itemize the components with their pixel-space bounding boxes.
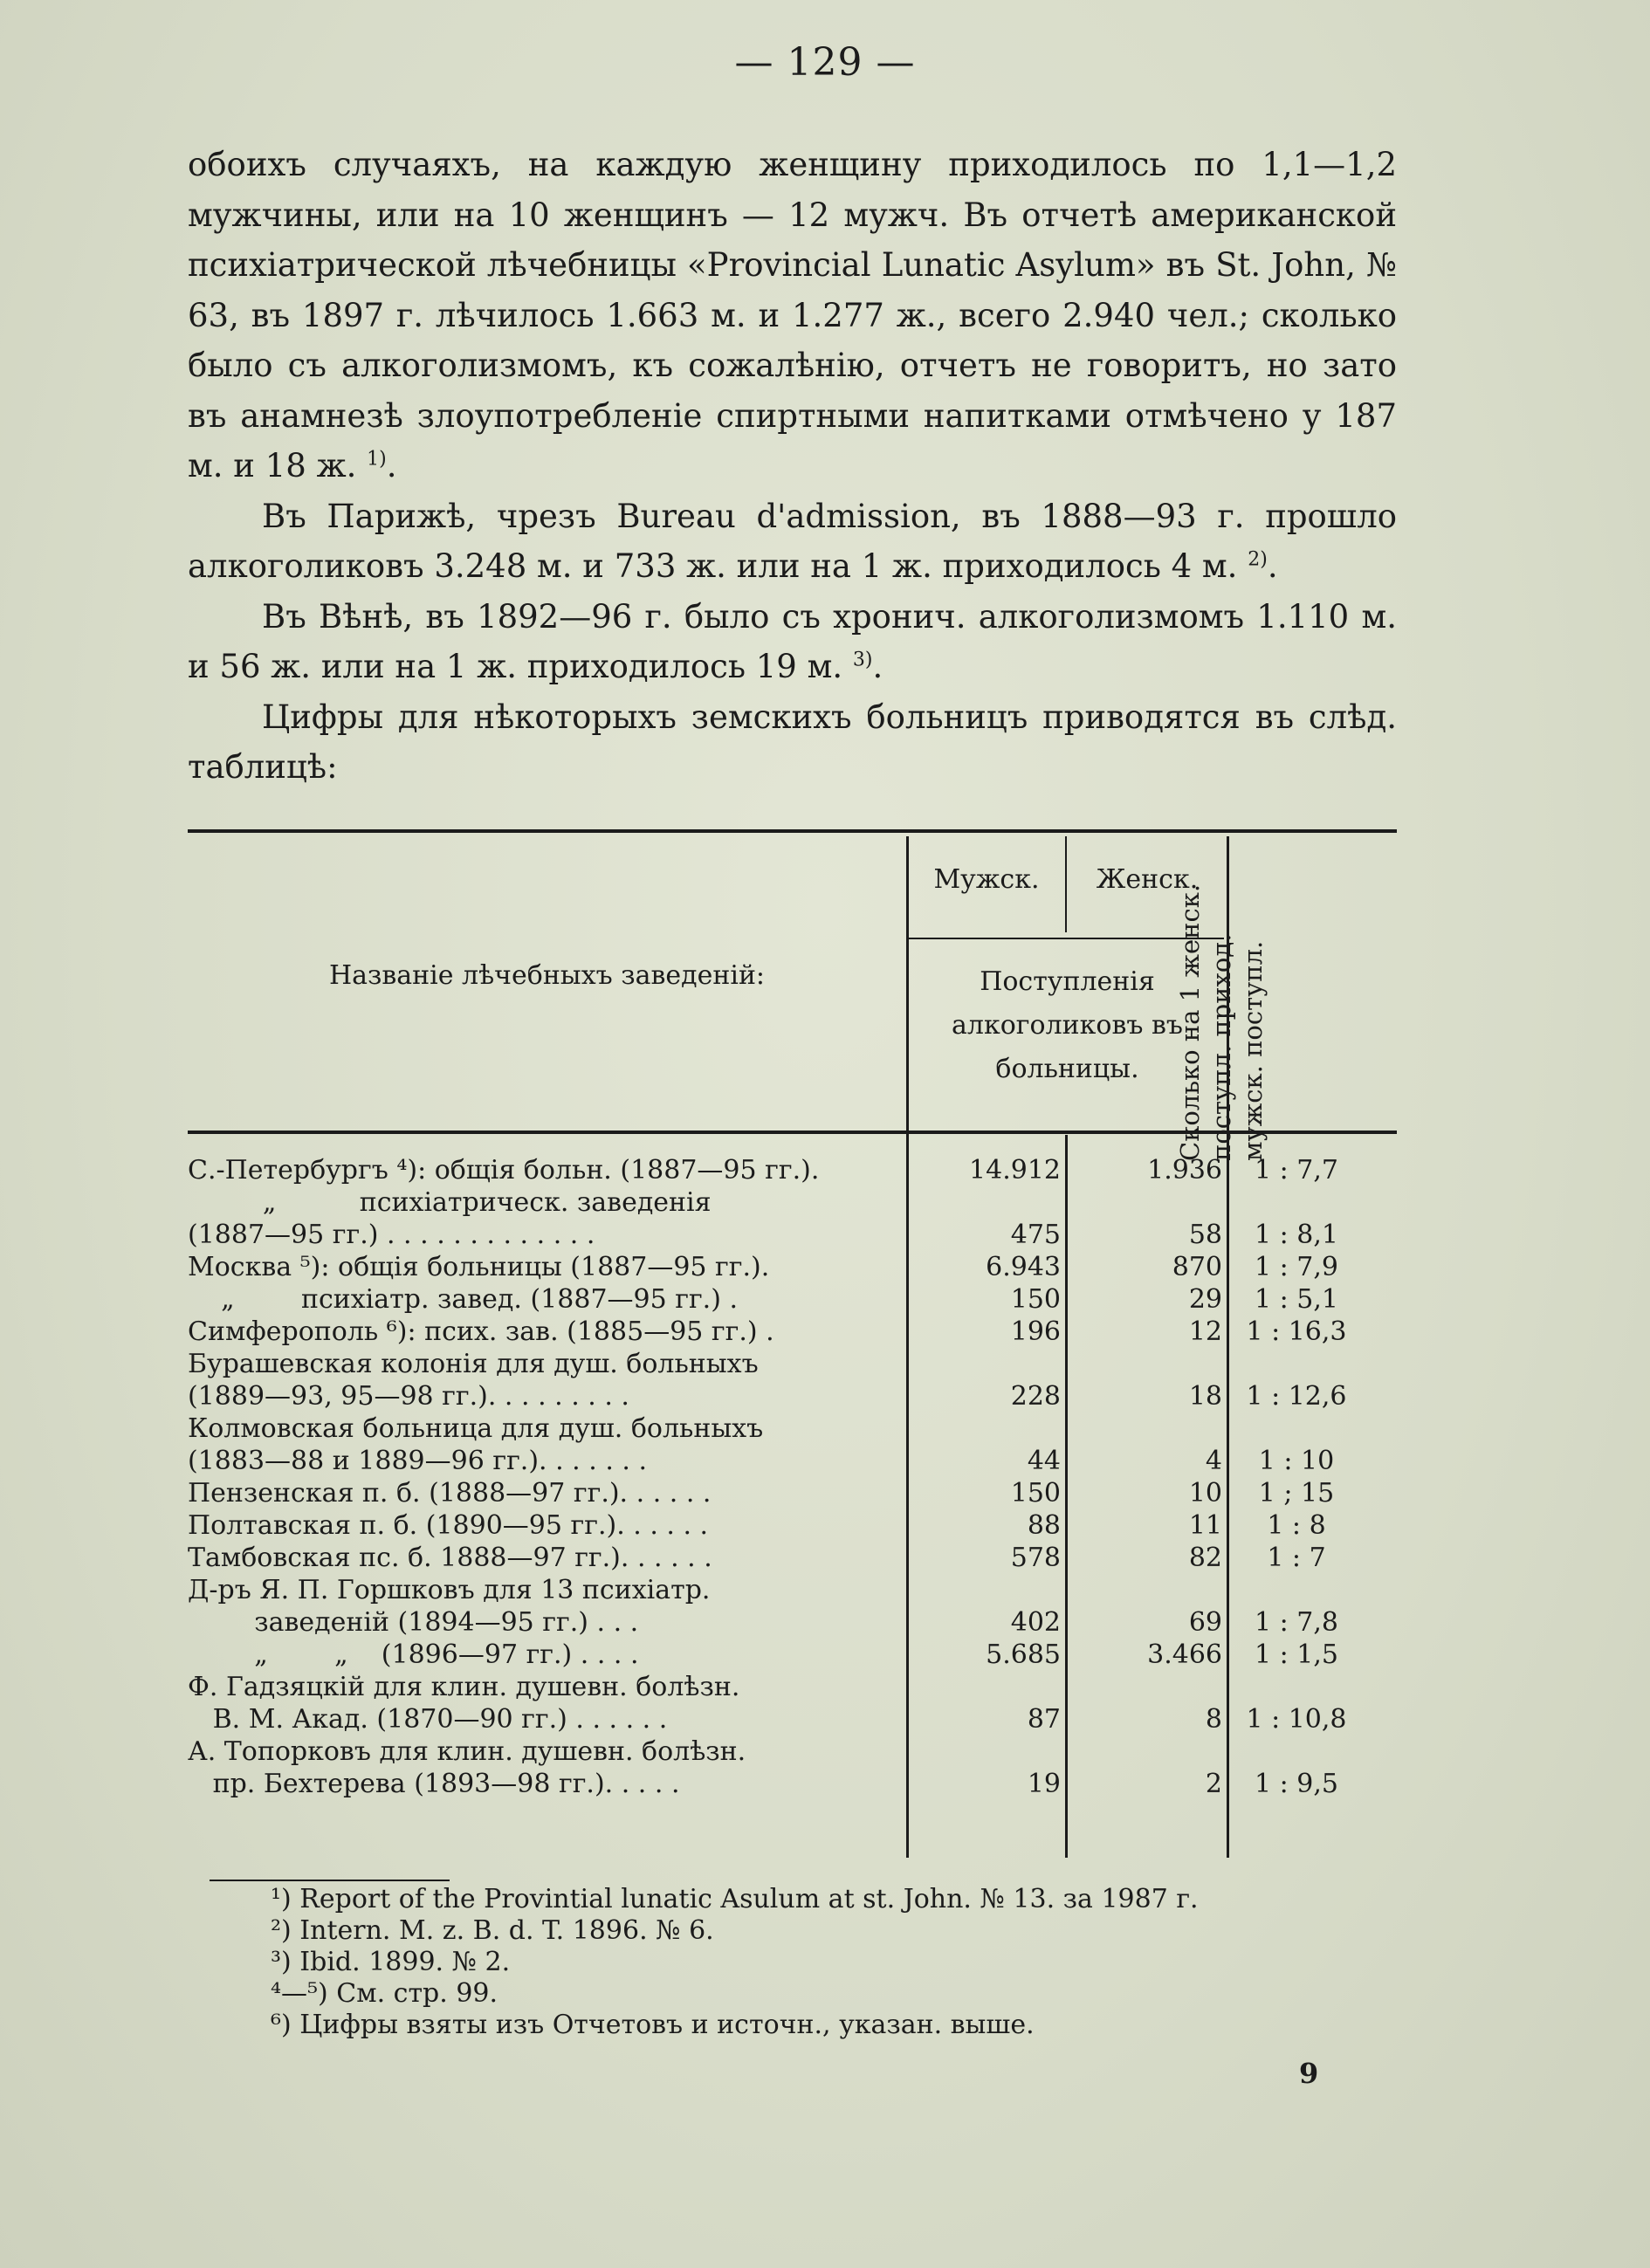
col-rule-2-top xyxy=(1065,836,1067,932)
table-cell-women: 29 xyxy=(1188,1284,1222,1315)
table-cell-men: 44 xyxy=(1027,1446,1061,1476)
table-cell-women: 82 xyxy=(1188,1543,1222,1573)
table-cell-men: 88 xyxy=(1027,1510,1061,1541)
table-cell-women: 18 xyxy=(1188,1381,1222,1412)
table-cell-men: 6.943 xyxy=(986,1252,1061,1282)
footnote-2: ²) Intern. M. z. B. d. T. 1896. № 6. xyxy=(271,1915,714,1946)
table-cell-ratio: 1 : 16,3 xyxy=(1246,1316,1347,1347)
table-cell-ratio: 1 : 9,5 xyxy=(1255,1769,1338,1799)
table-row-label: В. М. Акад. (1870—90 гг.) . . . . . . xyxy=(188,1704,668,1735)
table-row-label: Полтавская п. б. (1890—95 гг.). . . . . . xyxy=(188,1510,709,1541)
header-ratio: Сколько на 1 женск. поступл. приход. мужск. поступл. xyxy=(1175,883,1268,1161)
table-row-label: (1889—93, 95—98 гг.). . . . . . . . . xyxy=(188,1381,629,1412)
table-cell-men: 402 xyxy=(1010,1607,1061,1638)
table-cell-ratio: 1 : 10,8 xyxy=(1246,1704,1347,1735)
table-cell-women: 3.466 xyxy=(1147,1639,1222,1670)
table-row-label: (1883—88 и 1889—96 гг.). . . . . . . xyxy=(188,1446,647,1476)
table-cell-ratio: 1 : 12,6 xyxy=(1246,1381,1347,1412)
table-row-label: Ф. Гадзяцкій для клин. душевн. болѣзн. xyxy=(188,1672,740,1702)
table-top-rule xyxy=(188,829,1397,833)
table-row-label: „ психіатр. завед. (1887—95 гг.) . xyxy=(188,1284,738,1315)
table-cell-women: 12 xyxy=(1188,1316,1222,1347)
table-cell-ratio: 1 : 8 xyxy=(1267,1510,1326,1541)
table-cell-women: 10 xyxy=(1188,1478,1222,1509)
header-admissions: Поступленія алкоголиковъ въ больницы. xyxy=(952,966,1183,1084)
table-cell-women: 8 xyxy=(1205,1704,1222,1735)
footnote-1: ¹) Report of the Provintial lunatic Asulum at st. John. № 13. за 1987 г. xyxy=(271,1884,1199,1914)
table-row-label: заведеній (1894—95 гг.) . . . xyxy=(188,1607,639,1638)
table-row-label: „ „ (1896—97 гг.) . . . . xyxy=(188,1639,639,1670)
table-cell-ratio: 1 : 1,5 xyxy=(1255,1639,1338,1670)
table-cell-men: 228 xyxy=(1010,1381,1061,1412)
footnote-ref-2: 2) xyxy=(1248,548,1268,571)
table-cell-women: 11 xyxy=(1188,1510,1222,1541)
body-text xyxy=(188,140,1397,793)
hospital-table xyxy=(188,829,1397,1859)
table-row-label: Пензенская п. б. (1888—97 гг.). . . . . . xyxy=(188,1478,712,1509)
signature-mark: 9 xyxy=(1299,2057,1319,2090)
paragraph-3: Въ Вѣнѣ, въ 1892—96 г. было съ хронич. алкоголизмомъ 1.110 м. и 56 ж. или на 1 ж. приходилось 19 м. $^{3)}$. xyxy=(188,597,1397,685)
table-cell-ratio: 1 : 7,7 xyxy=(1255,1155,1338,1186)
footnote-ref-3: 3) xyxy=(852,649,873,671)
table-cell-men: 150 xyxy=(1010,1284,1061,1315)
table-cell-ratio: 1 : 5,1 xyxy=(1255,1284,1338,1315)
table-cell-women: 1.936 xyxy=(1147,1155,1222,1186)
table-cell-men: 578 xyxy=(1010,1543,1061,1573)
footnote-ref-1: 1) xyxy=(367,448,387,471)
table-cell-ratio: 1 ; 15 xyxy=(1258,1478,1335,1509)
table-cell-ratio: 1 : 7 xyxy=(1267,1543,1326,1573)
table-row-label: „ психіатрическ. заведенія xyxy=(188,1187,712,1218)
paragraph-1: обоихъ случаяхъ, на каждую женщину приходилось по 1,1—1,2 мужчины, или на 10 женщинъ — 12 мужч. Въ отчетѣ американской психіатрической лѣчебницы «Provincial Lunatic Asylum» въ St. John, № 63, въ 1897 г. лѣчилось 1.663 м. и 1.277 ж., всего 2.940 чел.; сколько было съ алкоголизмомъ, къ сожалѣнію, отчетъ не говоритъ, но зато въ анамнезѣ злоупотребленіе спиртными напитками отмѣчено у 187 м. и 18 ж. $^{1)}$. xyxy=(188,146,1397,485)
table-row-label: Москва ⁵): общія больницы (1887—95 гг.). xyxy=(188,1252,770,1282)
table-cell-men: 475 xyxy=(1010,1220,1061,1250)
col-rule-2 xyxy=(1065,1135,1068,1858)
table-row-label: Симферополь ⁶): псих. зав. (1885—95 гг.) . xyxy=(188,1316,774,1347)
footnote-3: ³) Ibid. 1899. № 2. xyxy=(271,1947,511,1977)
table-cell-ratio: 1 : 10 xyxy=(1258,1446,1335,1476)
table-row-label: Колмовская больница для душ. больныхъ xyxy=(188,1413,764,1444)
footnote-rule xyxy=(210,1880,450,1881)
table-row-label: Бурашевская колонія для душ. больныхъ xyxy=(188,1349,759,1379)
table-row-label: С.-Петербургъ ⁴): общія больн. (1887—95 гг.). xyxy=(188,1155,820,1186)
paragraph-2: Въ Парижѣ, чрезъ Bureau d'admission, въ 1888—93 г. прошло алкоголиковъ 3.248 м. и 733 ж. или на 1 ж. приходилось 4 м. $^{2)}$. xyxy=(188,497,1397,585)
table-cell-ratio: 1 : 7,9 xyxy=(1255,1252,1338,1282)
table-cell-women: 2 xyxy=(1205,1769,1222,1799)
paragraph-1-text: обоихъ случаяхъ, на каждую женщину приходилось по 1,1—1,2 мужчины, или на 10 женщинъ — 12 мужч. Въ отчетѣ американской психіатрической лѣчебницы «Provincial Lunatic Asylum» въ St. John, № 63, въ 1897 г. лѣчилось 1.663 м. и 1.277 ж., всего 2.940 чел.; сколько было съ алкоголизмомъ, къ сожалѣнію, отчетъ не говоритъ, но зато въ анамнезѣ злоупотребленіе спиртными напитками отмѣчено у 187 м. и 18 ж. xyxy=(188,146,1397,485)
table-cell-men: 87 xyxy=(1027,1704,1061,1735)
header-women: Женск. xyxy=(1096,864,1199,895)
table-cell-women: 58 xyxy=(1188,1220,1222,1250)
table-cell-men: 14.912 xyxy=(969,1155,1061,1186)
page-number: — 129 — xyxy=(734,40,916,85)
header-men: Мужск. xyxy=(933,864,1040,895)
table-cell-men: 150 xyxy=(1010,1478,1061,1509)
col-rule-1 xyxy=(906,836,909,1858)
paragraph-3-text: Въ Вѣнѣ, въ 1892—96 г. было съ хронич. алкоголизмомъ 1.110 м. и 56 ж. или на 1 ж. приходилось 19 м. xyxy=(188,597,1397,685)
table-row-label: А. Топорковъ для клин. душевн. болѣзн. xyxy=(188,1736,746,1767)
paragraph-4 xyxy=(188,692,1397,793)
table-cell-ratio: 1 : 8,1 xyxy=(1255,1220,1338,1250)
paragraph-2-text: Въ Парижѣ, чрезъ Bureau d'admission, въ 1888—93 г. прошло алкоголиковъ 3.248 м. и 733 ж. или на 1 ж. приходилось 4 м. xyxy=(188,497,1397,585)
table-row-label: Тамбовская пс. б. 1888—97 гг.). . . . . . xyxy=(188,1543,712,1573)
table-cell-women: 69 xyxy=(1188,1607,1222,1638)
footnote-5: ⁶) Цифры взяты изъ Отчетовъ и источн., указан. выше. xyxy=(271,2010,1035,2040)
table-cell-women: 870 xyxy=(1172,1252,1222,1282)
table-row-label: пр. Бехтерева (1893—98 гг.). . . . . xyxy=(188,1769,680,1799)
table-row-label: (1887—95 гг.) . . . . . . . . . . . . . xyxy=(188,1220,595,1250)
table-cell-men: 19 xyxy=(1027,1769,1061,1799)
paragraph-4-text: Цифры для нѣкоторыхъ земскихъ больницъ приводятся въ слѣд. таблицѣ: xyxy=(188,698,1397,786)
table-cell-women: 4 xyxy=(1205,1446,1222,1476)
table-cell-men: 196 xyxy=(1010,1316,1061,1347)
header-name: Названіе лѣчебныхъ заведеній: xyxy=(328,960,766,991)
table-row-label: Д-ръ Я. П. Горшковъ для 13 психіатр. xyxy=(188,1575,711,1605)
footnotes xyxy=(271,1884,1449,2041)
table-cell-men: 5.685 xyxy=(986,1639,1061,1670)
table-cell-ratio: 1 : 7,8 xyxy=(1255,1607,1338,1638)
footnote-4: ⁴—⁵) См. стр. 99. xyxy=(271,1978,498,2009)
